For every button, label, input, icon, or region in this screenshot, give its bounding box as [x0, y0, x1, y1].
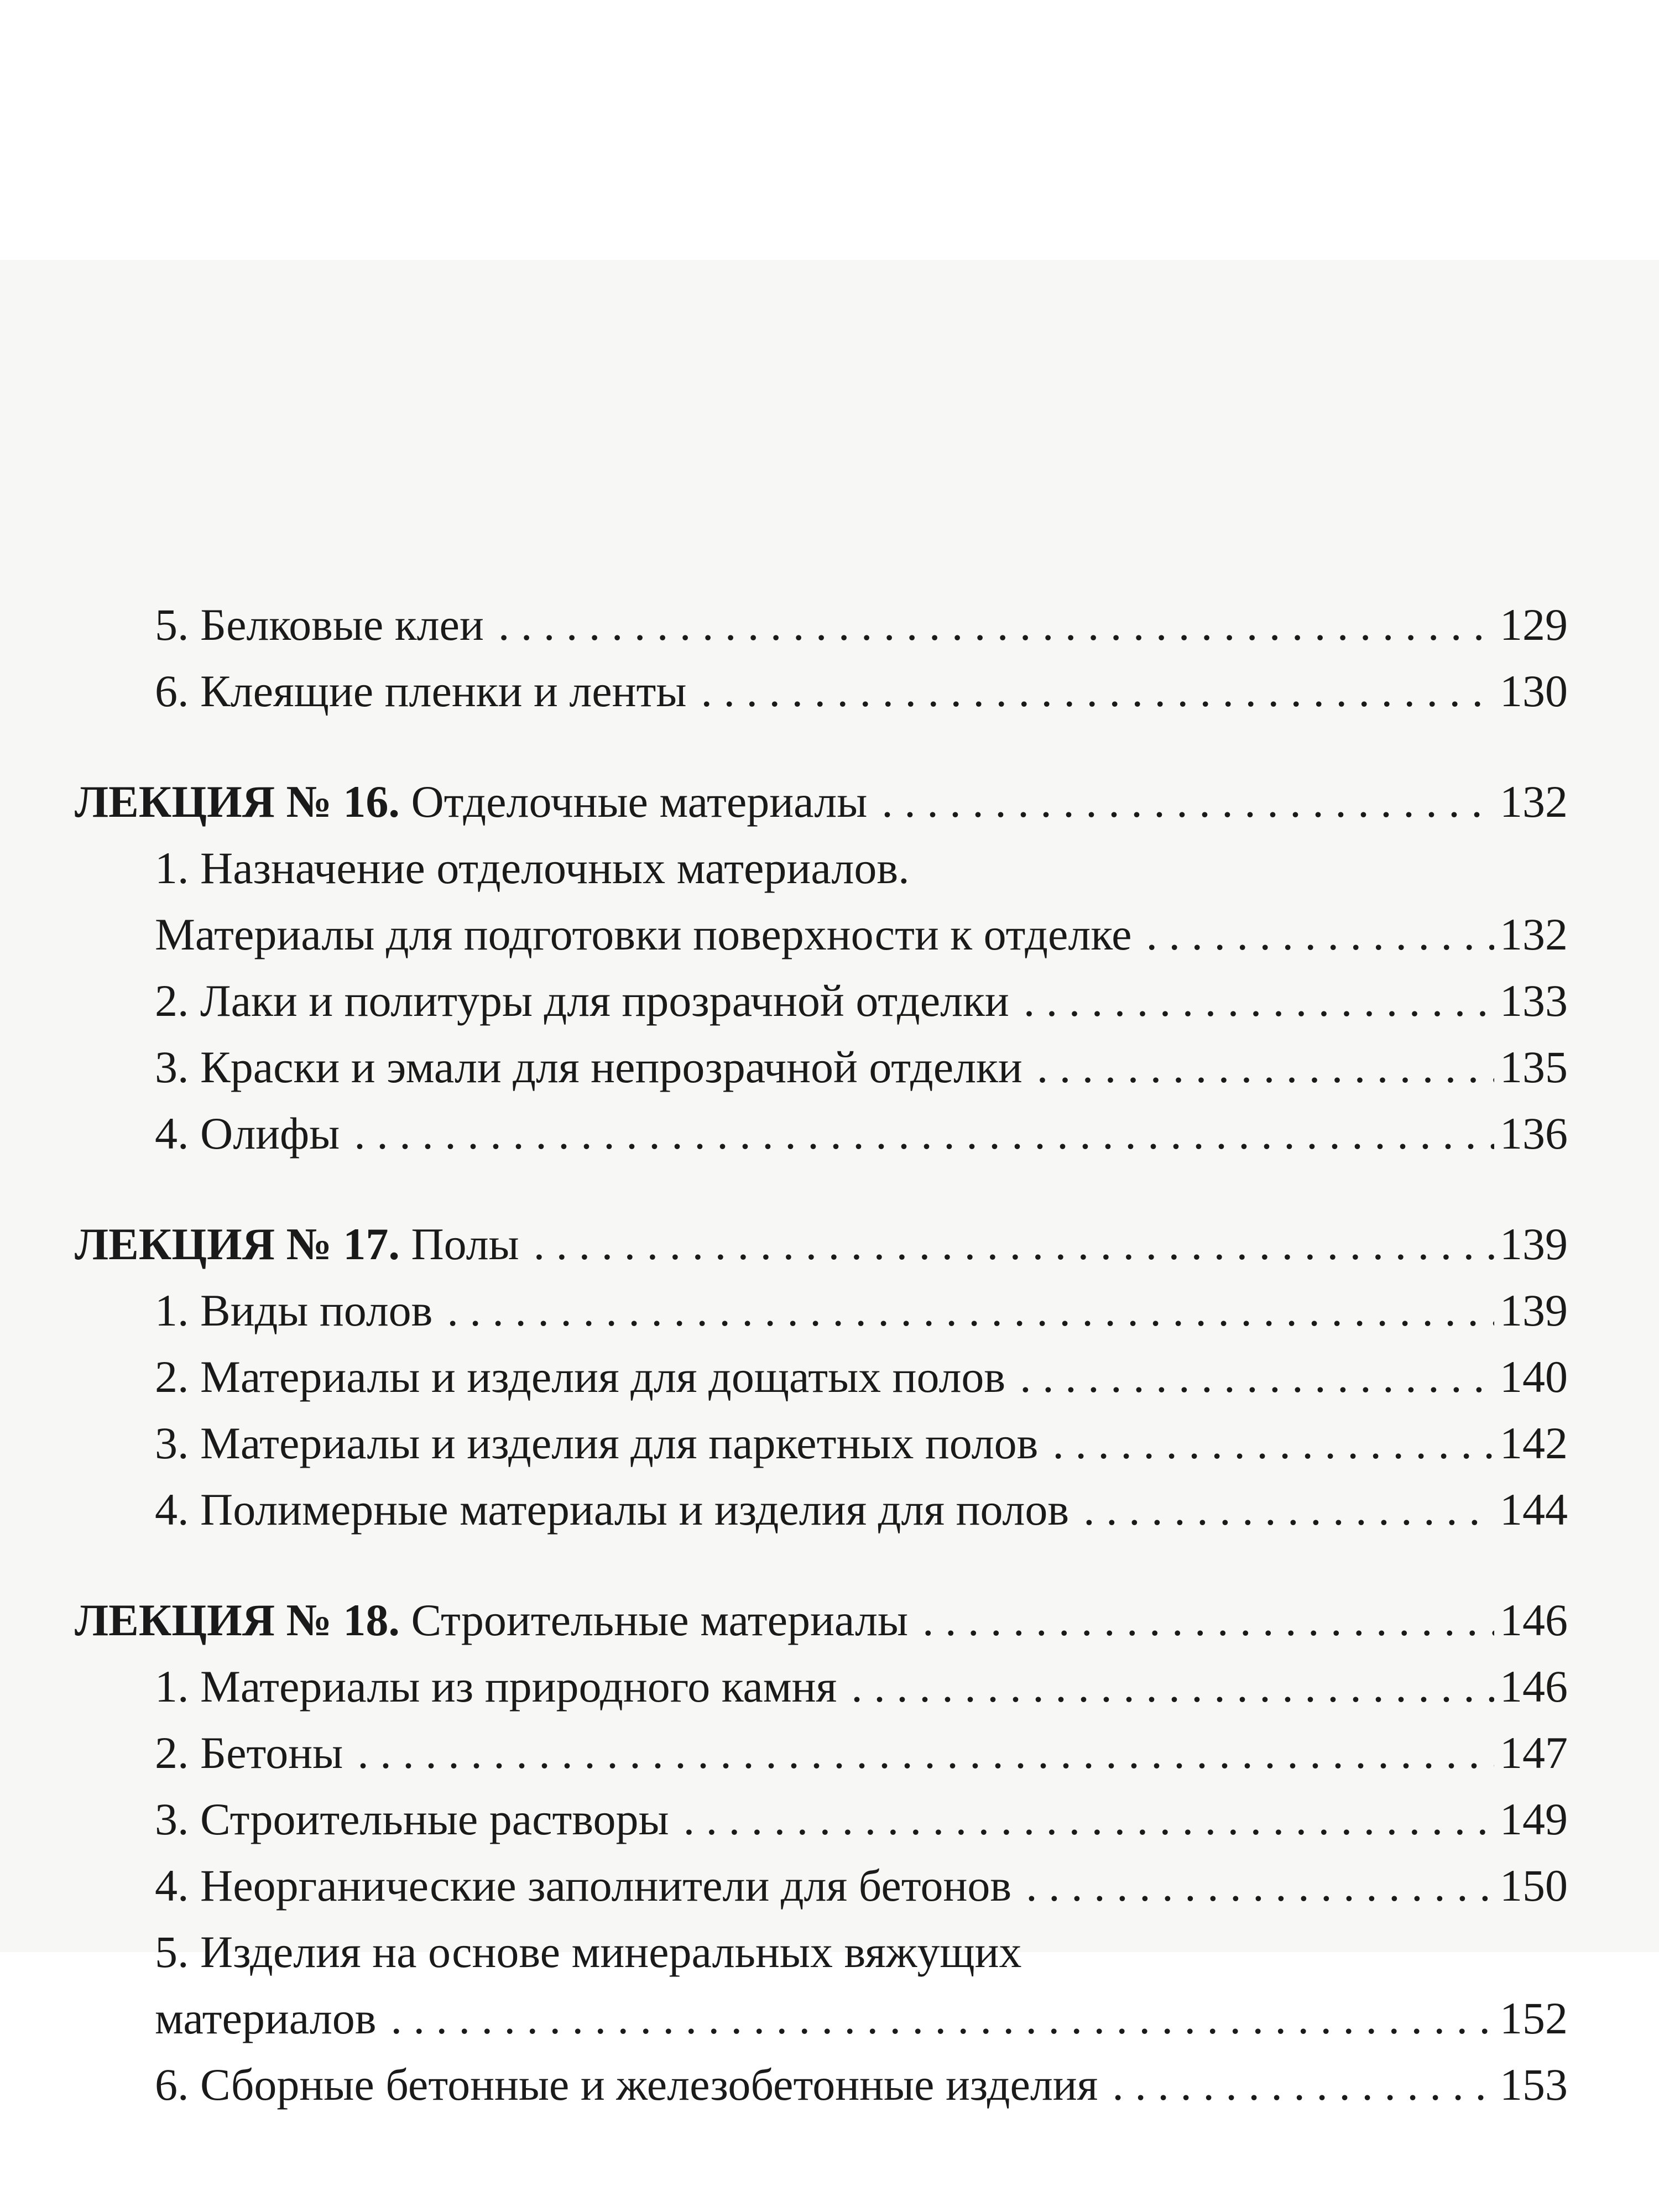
toc-entry-title: [75, 1211, 519, 1277]
page-number: 150: [1500, 1860, 1568, 1911]
toc-entry-title: [75, 1587, 908, 1653]
dot-leader: [534, 1211, 1494, 1277]
toc-entry: [75, 1034, 1568, 1100]
dot-leader: [851, 1653, 1494, 1720]
page-number: 153: [1500, 2059, 1568, 2110]
page-number: 139: [1500, 1285, 1568, 1335]
section-gap: [75, 724, 1568, 769]
toc-entry: [75, 1786, 1568, 1853]
toc-entry-title: 3. Строительные растворы: [155, 1794, 669, 1844]
toc-entry: [75, 901, 1568, 968]
dot-leader: [354, 1100, 1494, 1167]
toc-entry: [75, 1853, 1568, 1919]
toc-entry-title: 4. Неорганические заполнители для бетонов: [155, 1860, 1012, 1911]
toc-entry-title: 5. Белковые клеи: [155, 599, 484, 650]
dot-leader: [881, 769, 1494, 835]
lecture-title: Полы: [399, 1219, 519, 1269]
dot-leader: [390, 1985, 1494, 2052]
toc-entry: [75, 2052, 1568, 2118]
page-number: 147: [1500, 1728, 1568, 1778]
table-of-contents: [75, 592, 1568, 2118]
dot-leader: [1052, 1410, 1494, 1477]
toc-entry: [75, 592, 1568, 658]
toc-lecture-entry: [75, 1211, 1568, 1277]
section-gap: [75, 1167, 1568, 1211]
toc-entry: [75, 1410, 1568, 1477]
toc-lecture-entry: [75, 1587, 1568, 1653]
dot-leader: [1146, 901, 1494, 968]
toc-lecture-entry: [75, 769, 1568, 835]
page-number: 149: [1500, 1794, 1568, 1844]
page-number: 144: [1500, 1484, 1568, 1535]
page-number: 132: [1500, 776, 1568, 827]
toc-entry-title: 2. Бетоны: [155, 1728, 343, 1778]
page-number: 146: [1500, 1595, 1568, 1645]
toc-entry-title: 3. Материалы и изделия для паркетных полов: [155, 1418, 1039, 1468]
toc-entry-title: 1. Назначение отделочных материалов.: [155, 843, 910, 893]
dot-leader: [1026, 1853, 1494, 1919]
section-gap: [75, 1543, 1568, 1587]
toc-entry-title: [75, 769, 867, 835]
toc-entry: [75, 1720, 1568, 1786]
page-number: 135: [1500, 1042, 1568, 1092]
dot-leader: [1024, 968, 1494, 1034]
toc-entry-title: 2. Лаки и политуры для прозрачной отделки: [155, 975, 1009, 1026]
toc-entry: [75, 1477, 1568, 1543]
lecture-title: Отделочные материалы: [399, 776, 868, 827]
page-number: 132: [1500, 909, 1568, 959]
toc-entry-title: 2. Материалы и изделия для дощатых полов: [155, 1352, 1006, 1402]
toc-entry: [75, 1653, 1568, 1720]
lecture-title: Строительные материалы: [399, 1595, 909, 1645]
toc-entry: [75, 658, 1568, 724]
toc-entry: [75, 1344, 1568, 1410]
page-number: 146: [1500, 1661, 1568, 1712]
page-number: 133: [1500, 975, 1568, 1026]
dot-leader: [1020, 1344, 1494, 1410]
toc-entry: [75, 1100, 1568, 1167]
toc-entry: [75, 835, 1568, 901]
page-number: 142: [1500, 1418, 1568, 1468]
lecture-number: ЛЕКЦИЯ № 16.: [75, 776, 400, 827]
dot-leader: [498, 592, 1494, 658]
toc-entry-title: материалов: [155, 1993, 377, 2043]
dot-leader: [447, 1277, 1494, 1344]
dot-leader: [922, 1587, 1494, 1653]
toc-entry-title: 1. Виды полов: [155, 1285, 433, 1335]
toc-entry-title: Материалы для подготовки поверхности к отделке: [155, 909, 1132, 959]
toc-entry-title: 1. Материалы из природного камня: [155, 1661, 837, 1712]
dot-leader: [701, 658, 1494, 724]
dot-leader: [357, 1720, 1494, 1786]
dot-leader: [1083, 1477, 1494, 1543]
toc-entry-title: 4. Полимерные материалы и изделия для полов: [155, 1484, 1070, 1535]
dot-leader: [1037, 1034, 1494, 1100]
dot-leader: [684, 1786, 1494, 1853]
toc-entry: [75, 968, 1568, 1034]
page-number: 130: [1500, 666, 1568, 716]
toc-entry: [75, 1277, 1568, 1344]
page-number: 129: [1500, 599, 1568, 650]
toc-entry-title: 5. Изделия на основе минеральных вяжущих: [155, 1927, 1022, 1977]
toc-entry-title: 3. Краски и эмали для непрозрачной отделки: [155, 1042, 1022, 1092]
page-number: 152: [1500, 1993, 1568, 2043]
lecture-number: ЛЕКЦИЯ № 17.: [75, 1219, 400, 1269]
page-number: 140: [1500, 1352, 1568, 1402]
toc-entry-title: 4. Олифы: [155, 1108, 340, 1159]
page-number: 139: [1500, 1219, 1568, 1269]
dot-leader: [1112, 2052, 1494, 2118]
toc-entry: [75, 1919, 1568, 1985]
toc-entry-title: 6. Клеящие пленки и ленты: [155, 666, 687, 716]
book-page: [0, 260, 1659, 2110]
lecture-number: ЛЕКЦИЯ № 18.: [75, 1595, 400, 1645]
toc-entry-title: 6. Сборные бетонные и железобетонные изделия: [155, 2059, 1098, 2110]
page-number: 136: [1500, 1108, 1568, 1159]
toc-entry: [75, 1985, 1568, 2052]
